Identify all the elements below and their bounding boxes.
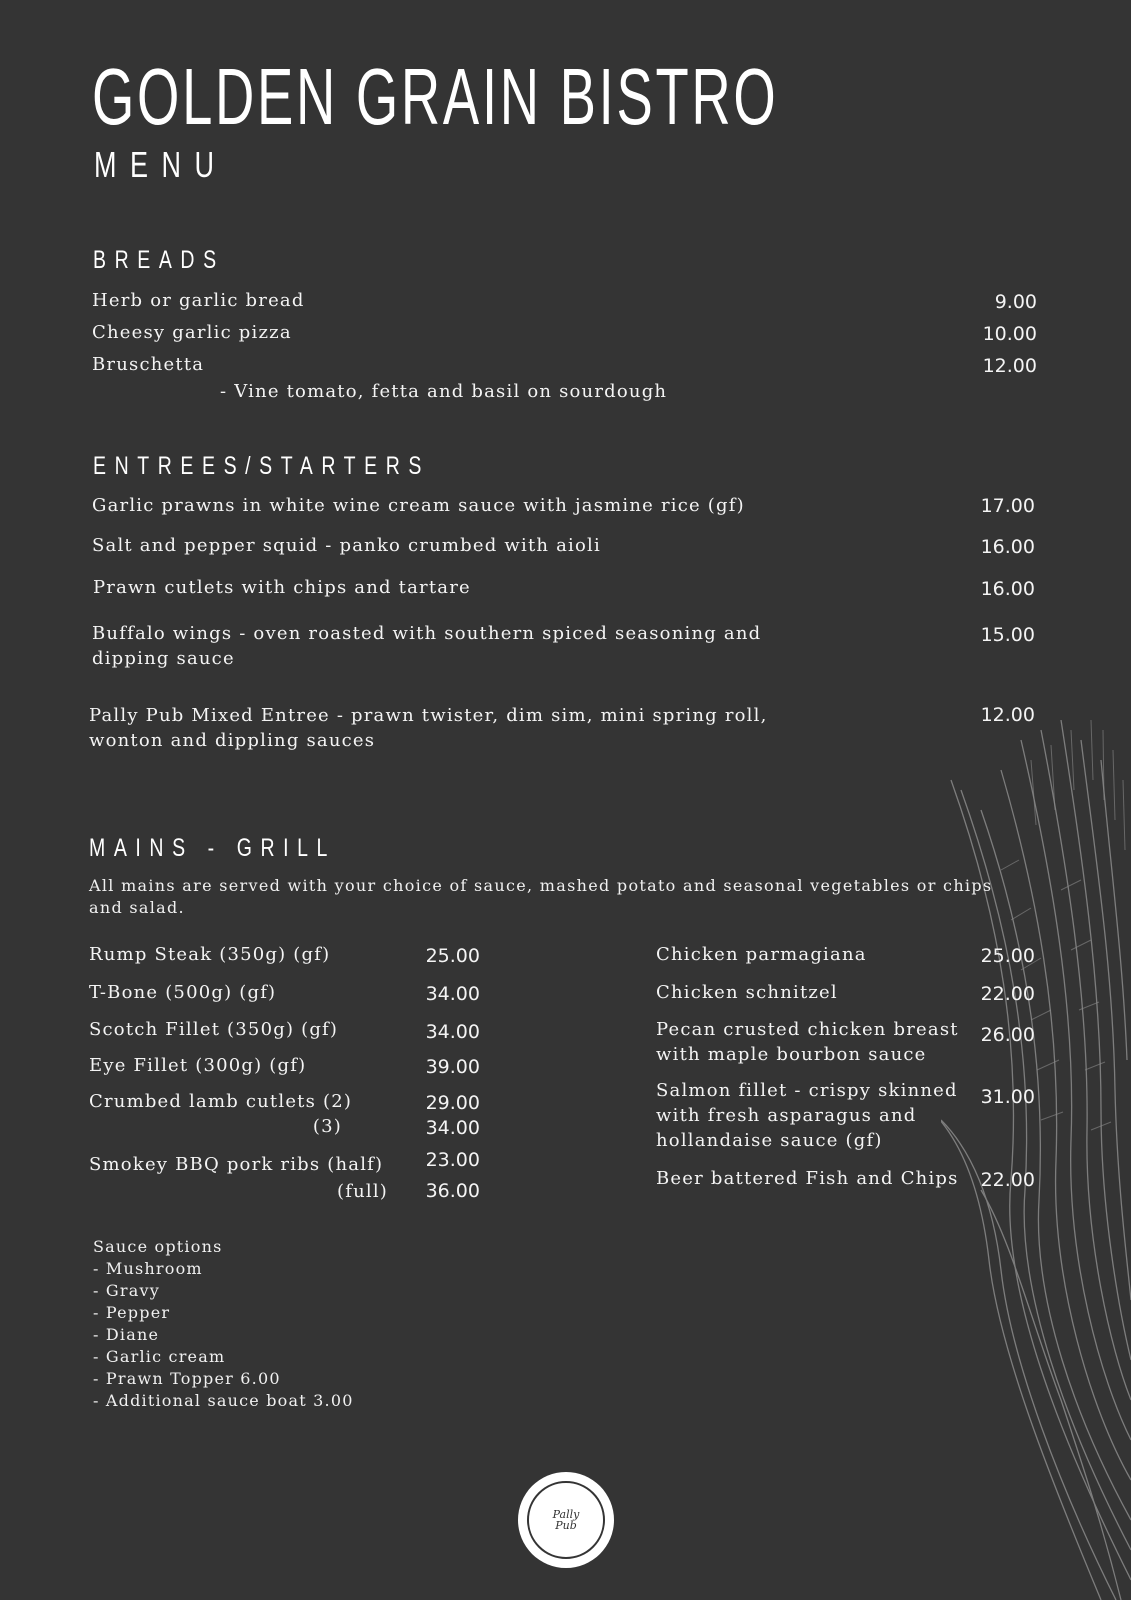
main-item-variant: (full) bbox=[336, 1181, 388, 1202]
bread-item-name: Herb or garlic bread bbox=[92, 290, 305, 311]
breads-heading: BREADS bbox=[93, 246, 225, 274]
main-item-price: 25.00 bbox=[425, 945, 480, 967]
logo-ring bbox=[527, 1481, 605, 1559]
main-item-name: Beer battered Fish and Chips bbox=[656, 1168, 959, 1189]
mains-heading: MAINS - GRILL bbox=[89, 834, 336, 862]
bread-item-description: - Vine tomato, fetta and basil on sourdough bbox=[220, 381, 668, 402]
entree-item-price: 16.00 bbox=[980, 578, 1035, 600]
sauce-option: - Mushroom bbox=[93, 1259, 203, 1278]
entree-item-price: 12.00 bbox=[980, 704, 1035, 726]
main-item-name: Pecan crusted chicken breast with maple bourbon sauce bbox=[656, 1019, 959, 1065]
main-item-name: Rump Steak (350g) (gf) bbox=[89, 944, 331, 965]
entrees-heading: ENTREES/STARTERS bbox=[93, 452, 431, 480]
entree-item-name: Pally Pub Mixed Entree - prawn twister, dim sim, mini spring roll, wonton and dippling sauces bbox=[89, 705, 768, 751]
pally-pub-logo bbox=[518, 1472, 614, 1568]
wheat-illustration bbox=[941, 720, 1131, 1600]
bread-item-name: Cheesy garlic pizza bbox=[92, 322, 292, 343]
main-item-name: Chicken schnitzel bbox=[656, 982, 838, 1003]
menu-subtitle: MENU bbox=[94, 144, 228, 185]
bread-item-name: Bruschetta bbox=[92, 354, 205, 375]
mains-note: All mains are served with your choice of sauce, mashed potato and seasonal vegetables or chips and salad. bbox=[89, 876, 993, 917]
entree-item-price: 15.00 bbox=[980, 624, 1035, 646]
entree-item-price: 16.00 bbox=[980, 536, 1035, 558]
main-item-price: 22.00 bbox=[980, 1169, 1035, 1191]
main-item-price: 25.00 bbox=[980, 945, 1035, 967]
main-item-variant-price: 36.00 bbox=[425, 1180, 480, 1202]
sauce-option: - Prawn Topper 6.00 bbox=[93, 1369, 281, 1388]
sauce-option: - Additional sauce boat 3.00 bbox=[93, 1391, 354, 1410]
main-item-price: 29.00 bbox=[425, 1092, 480, 1114]
main-item-price: 34.00 bbox=[425, 1021, 480, 1043]
logo-text: Pally Pub bbox=[552, 1508, 580, 1532]
main-item-name: Eye Fillet (300g) (gf) bbox=[89, 1055, 307, 1076]
entree-item-price: 17.00 bbox=[980, 495, 1035, 517]
sauce-option: - Pepper bbox=[93, 1303, 171, 1322]
sauce-option: - Diane bbox=[93, 1325, 160, 1344]
main-item-price: 34.00 bbox=[425, 983, 480, 1005]
main-item-price: 23.00 bbox=[425, 1149, 480, 1171]
bread-item-price: 9.00 bbox=[994, 291, 1037, 313]
main-item-price: 31.00 bbox=[980, 1086, 1035, 1108]
main-item-price: 22.00 bbox=[980, 983, 1035, 1005]
main-item-variant: (3) bbox=[312, 1116, 342, 1137]
bread-item-price: 12.00 bbox=[982, 355, 1037, 377]
main-item-name: Smokey BBQ pork ribs (half) bbox=[89, 1154, 384, 1175]
main-item-variant-price: 34.00 bbox=[425, 1117, 480, 1139]
entree-item-name: Buffalo wings - oven roasted with southern spiced seasoning and dipping sauce bbox=[92, 623, 762, 669]
sauce-options-title: Sauce options bbox=[93, 1237, 223, 1256]
entree-item-name: Prawn cutlets with chips and tartare bbox=[93, 577, 471, 598]
sauce-option: - Garlic cream bbox=[93, 1347, 226, 1366]
sauce-option: - Gravy bbox=[93, 1281, 160, 1300]
main-item-name: Salmon fillet - crispy skinned with fresh asparagus and hollandaise sauce (gf) bbox=[656, 1080, 958, 1151]
main-item-price: 39.00 bbox=[425, 1056, 480, 1078]
main-item-name: Crumbed lamb cutlets (2) bbox=[89, 1091, 353, 1112]
main-item-name: T-Bone (500g) (gf) bbox=[89, 982, 277, 1003]
bread-item-price: 10.00 bbox=[982, 323, 1037, 345]
main-item-price: 26.00 bbox=[980, 1024, 1035, 1046]
entree-item-name: Garlic prawns in white wine cream sauce with jasmine rice (gf) bbox=[92, 495, 745, 516]
entree-item-name: Salt and pepper squid - panko crumbed with aioli bbox=[92, 535, 601, 556]
main-item-name: Scotch Fillet (350g) (gf) bbox=[89, 1019, 339, 1040]
main-item-name: Chicken parmagiana bbox=[656, 944, 867, 965]
restaurant-title: GOLDEN GRAIN BISTRO bbox=[92, 52, 779, 141]
sauce-options bbox=[93, 1236, 354, 1412]
